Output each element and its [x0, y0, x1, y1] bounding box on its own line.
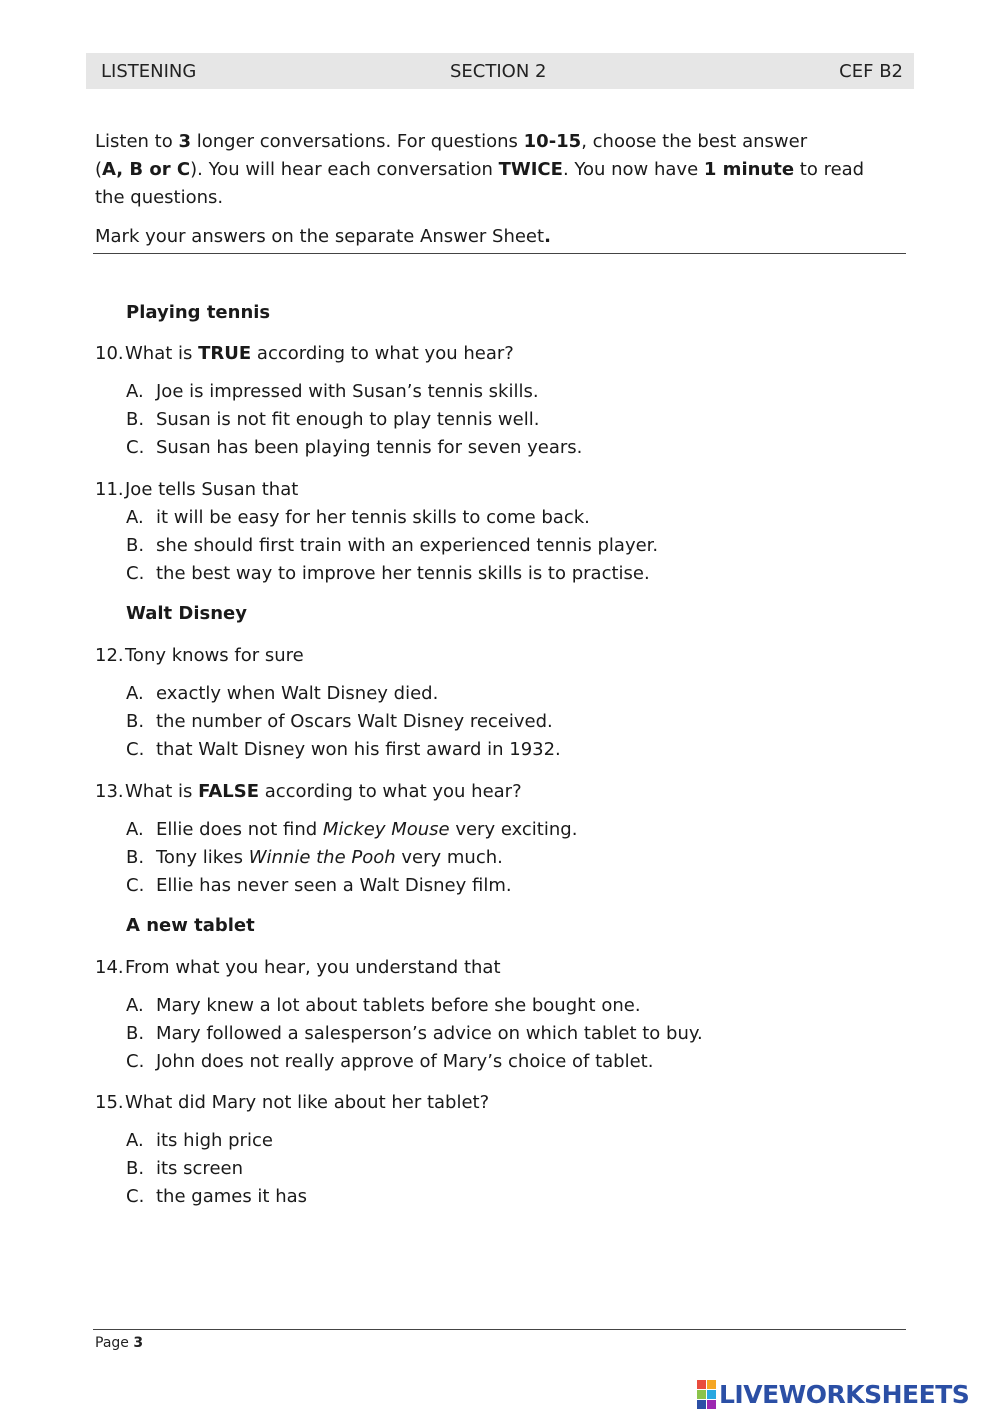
liveworksheets-logo[interactable]: [697, 1379, 969, 1409]
logo-text: LIVEWORKSHEETS: [719, 1379, 970, 1409]
option-11-c[interactable]: C. the best way to improve her tennis skills is to practise.: [126, 563, 650, 584]
section-title-tablet: A new tablet: [126, 915, 255, 936]
answer-sheet-note: Mark your answers on the separate Answer Sheet.: [95, 226, 551, 247]
logo-tile: [707, 1400, 716, 1409]
option-15-b[interactable]: B. its screen: [126, 1158, 243, 1179]
instructions-line-1: Listen to 3 longer conversations. For questions 10-15, choose the best answer: [95, 131, 808, 152]
question-12: 12.Tony knows for sure: [95, 645, 304, 666]
header-level: CEF B2: [839, 61, 903, 82]
option-10-c[interactable]: C. Susan has been playing tennis for seven years.: [126, 437, 583, 458]
option-14-b[interactable]: B. Mary followed a salesperson’s advice on which tablet to buy.: [126, 1023, 703, 1044]
option-11-a[interactable]: A. it will be easy for her tennis skills to come back.: [126, 507, 590, 528]
logo-tile: [697, 1380, 706, 1389]
footer-divider: [93, 1329, 906, 1330]
instructions-line-3: the questions.: [95, 187, 224, 208]
question-11: 11.Joe tells Susan that: [95, 479, 299, 500]
question-15: 15.What did Mary not like about her tablet?: [95, 1092, 490, 1113]
option-14-c[interactable]: C. John does not really approve of Mary’s choice of tablet.: [126, 1051, 654, 1072]
logo-tile: [707, 1390, 716, 1399]
instructions-line-2: (A, B or C). You will hear each conversation TWICE. You now have 1 minute to read: [95, 159, 865, 180]
header-subject: LISTENING: [101, 61, 197, 82]
question-13: 13.What is FALSE according to what you hear?: [95, 781, 522, 802]
logo-tile: [697, 1390, 706, 1399]
logo-tile: [697, 1400, 706, 1409]
option-13-a[interactable]: A. Ellie does not find Mickey Mouse very exciting.: [126, 819, 578, 840]
option-12-c[interactable]: C. that Walt Disney won his first award in 1932.: [126, 739, 561, 760]
option-13-c[interactable]: C. Ellie has never seen a Walt Disney film.: [126, 875, 512, 896]
option-13-b[interactable]: B. Tony likes Winnie the Pooh very much.: [126, 847, 503, 868]
logo-tiles-icon: [697, 1380, 716, 1409]
option-12-b[interactable]: B. the number of Oscars Walt Disney received.: [126, 711, 553, 732]
question-10: 10.What is TRUE according to what you hear?: [95, 343, 514, 364]
header-section: SECTION 2: [450, 61, 547, 82]
option-10-a[interactable]: A. Joe is impressed with Susan’s tennis skills.: [126, 381, 539, 402]
question-14: 14.From what you hear, you understand that: [95, 957, 501, 978]
logo-tile: [707, 1380, 716, 1389]
section-title-disney: Walt Disney: [126, 603, 247, 624]
option-11-b[interactable]: B. she should first train with an experienced tennis player.: [126, 535, 659, 556]
option-12-a[interactable]: A. exactly when Walt Disney died.: [126, 683, 439, 704]
option-15-c[interactable]: C. the games it has: [126, 1186, 308, 1207]
page-number: Page 3: [95, 1335, 144, 1351]
section-title-tennis: Playing tennis: [126, 302, 271, 323]
option-10-b[interactable]: B. Susan is not fit enough to play tennis well.: [126, 409, 540, 430]
option-14-a[interactable]: A. Mary knew a lot about tablets before she bought one.: [126, 995, 641, 1016]
option-15-a[interactable]: A. its high price: [126, 1130, 273, 1151]
